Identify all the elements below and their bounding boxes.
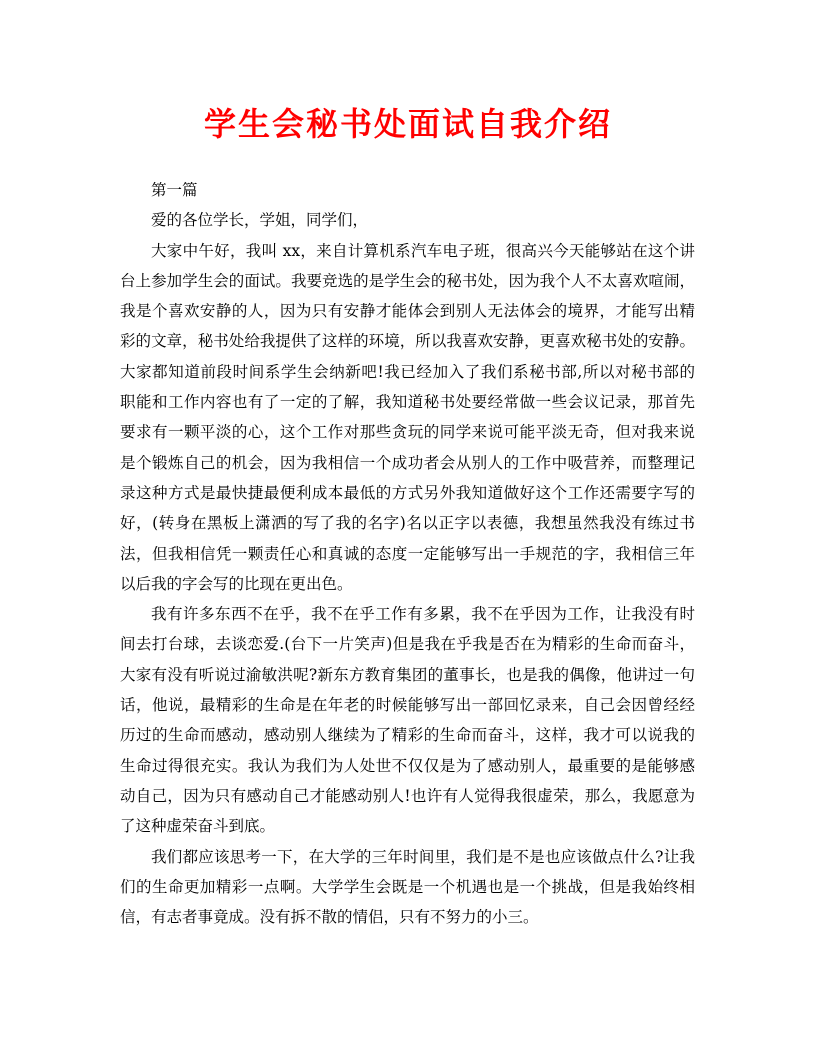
body-line: 以后我的字会写的比现在更出色。 <box>120 574 353 593</box>
body-line: 是个锻炼自己的机会，因为我相信一个成功者会从别人的工作中吸营养，而整理记 <box>120 453 695 472</box>
body-line: 信，有志者事竟成。没有拆不散的情侣，只有不努力的小三。 <box>120 908 539 927</box>
body-line: 录这种方式是最快捷最便利成本最低的方式另外我知道做好这个工作还需要字写的 <box>120 483 695 502</box>
body-line: 大家有没有听说过渝敏洪呢?新东方教育集团的董事长，也是我的偶像，他讲过一句 <box>120 665 695 684</box>
body-line: 彩的文章，秘书处给我提供了这样的环境，所以我喜欢安静，更喜欢秘书处的安静。 <box>120 332 695 351</box>
body-line: 大家中午好，我叫 xx，来自计算机系汽车电子班，很高兴今天能够站在这个讲 <box>151 241 695 260</box>
body-line: 法，但我相信凭一颗责任心和真诚的态度一定能够写出一手规范的字，我相信三年 <box>120 544 695 563</box>
document-title: 学生会秘书处面试自我介绍 <box>203 105 612 143</box>
body-line: 动自己，因为只有感动自己才能感动别人!也许有人觉得我很虚荣，那么，我愿意为 <box>120 786 695 805</box>
body-line: 第一篇 <box>151 181 198 199</box>
body-line: 我有许多东西不在乎，我不在乎工作有多累，我不在乎因为工作，让我没有时 <box>151 605 695 624</box>
body-line: 台上参加学生会的面试。我要竞选的是学生会的秘书处，因为我个人不太喜欢喧闹， <box>120 271 695 290</box>
body-line: 们的生命更加精彩一点啊。大学学生会既是一个机遇也是一个挑战，但是我始终相 <box>120 877 695 896</box>
body-line: 好，(转身在黑板上潇洒的写了我的名字)名以正字以表德，我想虽然我没有练过书 <box>120 514 695 533</box>
body-line: 爱的各位学长，学姐，同学们， <box>151 211 369 230</box>
body-line: 职能和工作内容也有了一定的了解，我知道秘书处要经常做一些会议记录，那首先 <box>120 393 695 412</box>
body-line: 我们都应该思考一下，在大学的三年时间里，我们是不是也应该做点什么?让我 <box>151 847 695 866</box>
body-line: 历过的生命而感动，感动别人继续为了精彩的生命而奋斗，这样，我才可以说我的 <box>120 726 695 745</box>
document-body <box>120 175 695 932</box>
body-line: 了这种虚荣奋斗到底。 <box>120 817 276 836</box>
body-line: 要求有一颗平淡的心，这个工作对那些贪玩的同学来说可能平淡无奇，但对我来说 <box>120 423 695 442</box>
body-line: 间去打台球，去谈恋爱.(台下一片笑声)但是我在乎我是否在为精彩的生命而奋斗， <box>120 635 695 654</box>
body-line: 我是个喜欢安静的人，因为只有安静才能体会到别人无法体会的境界，才能写出精 <box>120 302 695 321</box>
body-line: 话，他说，最精彩的生命是在年老的时候能够写出一部回忆录来，自己会因曾经经 <box>120 696 695 715</box>
body-line: 大家都知道前段时间系学生会纳新吧!我已经加入了我们系秘书部,所以对秘书部的 <box>120 362 695 381</box>
body-line: 生命过得很充实。我认为我们为人处世不仅仅是为了感动别人，最重要的是能够感 <box>120 756 695 775</box>
